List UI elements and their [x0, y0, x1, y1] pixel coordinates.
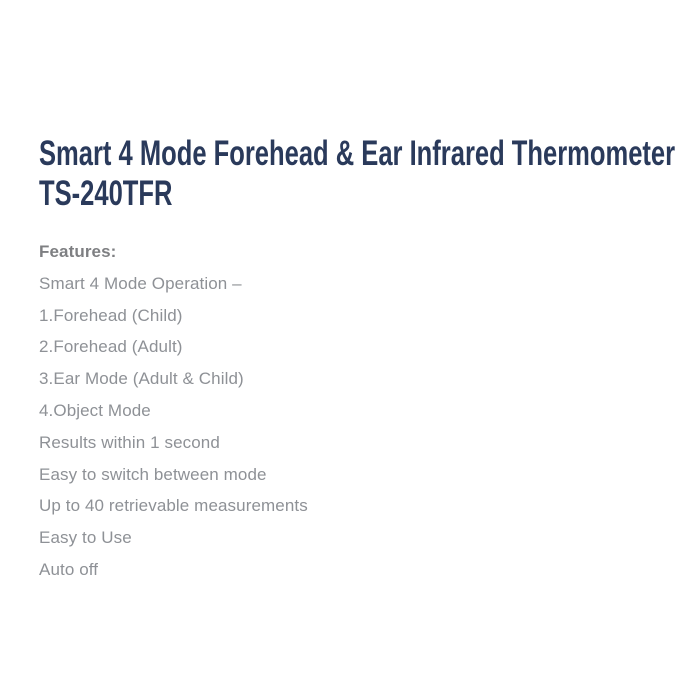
feature-item: Easy to Use [39, 528, 132, 548]
feature-item: Results within 1 second [39, 432, 220, 452]
feature-item: 4.Object Mode [39, 400, 151, 420]
features-section [39, 236, 308, 586]
product-title-model: TS-240TFR [39, 174, 173, 213]
product-title-main: Smart 4 Mode Forehead & Ear Infrared Thermometer [39, 134, 676, 173]
feature-item: Smart 4 Mode Operation – [39, 273, 242, 293]
feature-item: 3.Ear Mode (Adult & Child) [39, 369, 244, 389]
feature-item: Easy to switch between mode [39, 464, 267, 484]
feature-item: Auto off [39, 559, 99, 579]
features-list [39, 268, 308, 586]
features-label: Features: [39, 242, 117, 261]
feature-item: 2.Forehead (Adult) [39, 337, 183, 357]
feature-item: Up to 40 retrievable measurements [39, 496, 308, 516]
feature-item: 1.Forehead (Child) [39, 305, 183, 325]
product-title [39, 134, 675, 214]
